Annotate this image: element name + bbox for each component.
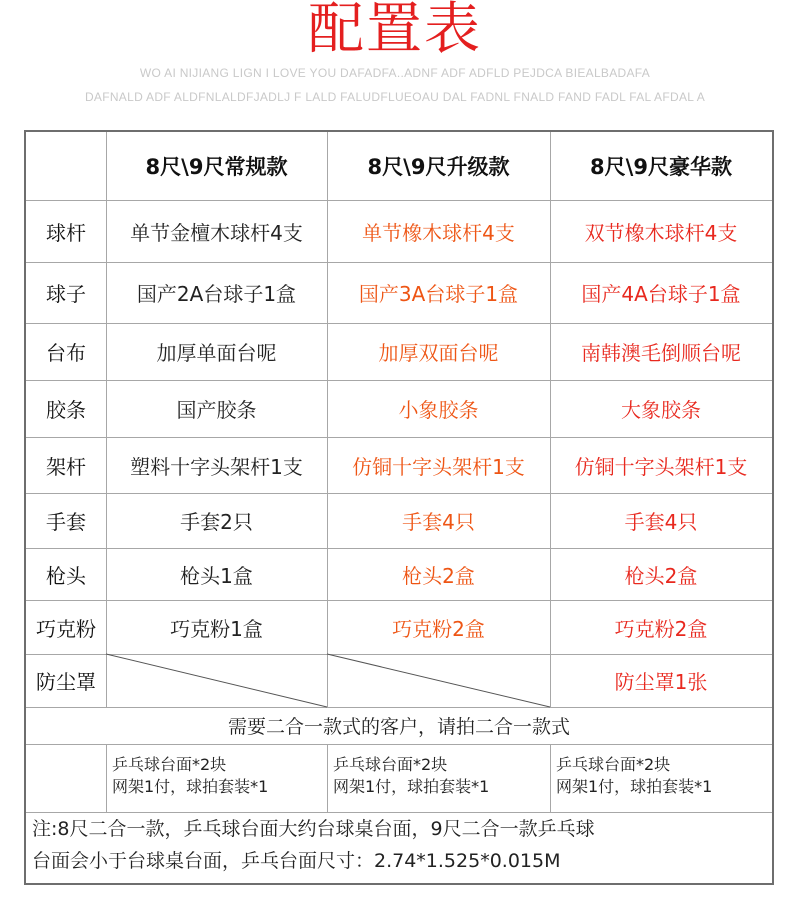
combo-item-line-2: 网架1付，球拍套装*1	[112, 777, 269, 796]
cell-upgrade: 手套4只	[402, 510, 475, 534]
column-header: 8尺\9尺豪华款	[590, 155, 732, 179]
cell-upgrade: 单节橡木球杆4支	[362, 220, 515, 245]
cell-upgrade: 枪头2盒	[402, 563, 475, 588]
cell-standard: 巧克粉1盒	[170, 616, 263, 641]
footnote-line-1: 注:8尺二合一款，乒乓球台面大约台球桌台面，9尺二合一款乒乓球	[32, 818, 595, 840]
combo-item-line-2: 网架1付，球拍套装*1	[556, 777, 713, 796]
combo-item-line-2: 网架1付，球拍套装*1	[333, 777, 490, 796]
cell-standard: 加厚单面台呢	[156, 341, 277, 365]
cell-upgrade: 仿铜十字头架杆1支	[352, 454, 525, 479]
cell-upgrade: 加厚双面台呢	[378, 341, 499, 365]
column-header: 8尺\9尺升级款	[367, 155, 510, 179]
row-label: 防尘罩	[36, 670, 96, 694]
combo-column-divider	[550, 744, 551, 812]
cell-upgrade: 小象胶条	[398, 398, 479, 422]
row-label: 胶条	[46, 398, 86, 422]
cell-upgrade: 巧克粉2盒	[392, 616, 485, 641]
combo-item	[556, 754, 712, 798]
combo-column-divider	[327, 744, 328, 812]
cell-deluxe: 防尘罩1张	[614, 670, 708, 694]
combo-item-line-1: 乒乓球台面*2块	[112, 755, 227, 774]
combo-item-line-1: 乒乓球台面*2块	[333, 755, 448, 774]
cell-standard: 塑料十字头架杆1支	[130, 454, 303, 479]
cell-deluxe: 大象胶条	[621, 398, 701, 422]
column-header: 8尺\9尺常规款	[145, 155, 288, 179]
row-label: 巧克粉	[36, 616, 96, 641]
cell-standard: 枪头1盒	[180, 563, 253, 588]
cell-standard: 国产2A台球子1盒	[136, 282, 297, 306]
row-label: 枪头	[46, 563, 86, 588]
subtitle-line-2: DAFNALD ADF ALDFNLALDFJADLJ F LALD FALUDFLUEOAU DAL FADNL FNALD FAND FADL FAL AFDAL A	[84, 90, 706, 104]
combo-heading: 需要二合一款式的客户，请拍二合一款式	[227, 716, 570, 738]
empty-cell-diagonal	[327, 654, 550, 707]
cell-deluxe: 国产4A台球子1盒	[581, 282, 741, 306]
cell-deluxe: 手套4只	[624, 510, 698, 534]
row-label: 球杆	[46, 220, 86, 245]
footnote-line-2: 台面会小于台球桌台面，乒乓台面尺寸：2.74*1.525*0.015M	[32, 850, 561, 872]
footnote	[32, 813, 772, 877]
cell-deluxe: 双节橡木球杆4支	[584, 220, 738, 245]
combo-item	[333, 754, 489, 798]
subtitle-line-1: WO AI NIJIANG LIGN I LOVE YOU DAFADFA..ADNF ADF ADFLD PEJDCA BIEALBADAFA	[139, 66, 651, 80]
cell-upgrade: 国产3A台球子1盒	[358, 282, 519, 306]
cell-standard: 手套2只	[180, 510, 253, 534]
cell-deluxe: 巧克粉2盒	[614, 616, 708, 641]
cell-deluxe: 南韩澳毛倒顺台呢	[581, 341, 741, 365]
cell-standard: 国产胶条	[176, 398, 257, 422]
row-label: 台布	[46, 341, 86, 365]
combo-column-divider	[106, 744, 107, 812]
row-label: 手套	[46, 510, 86, 534]
row-divider	[26, 744, 772, 745]
empty-cell-diagonal	[106, 654, 327, 707]
combo-item-line-1: 乒乓球台面*2块	[556, 755, 671, 774]
combo-item	[112, 754, 268, 798]
cell-standard: 单节金檀木球杆4支	[130, 220, 303, 245]
cell-deluxe: 枪头2盒	[624, 563, 698, 588]
page-title: 配置表	[308, 0, 482, 62]
row-label: 架杆	[46, 454, 86, 479]
row-label: 球子	[46, 282, 86, 306]
cell-deluxe: 仿铜十字头架杆1支	[574, 454, 748, 479]
